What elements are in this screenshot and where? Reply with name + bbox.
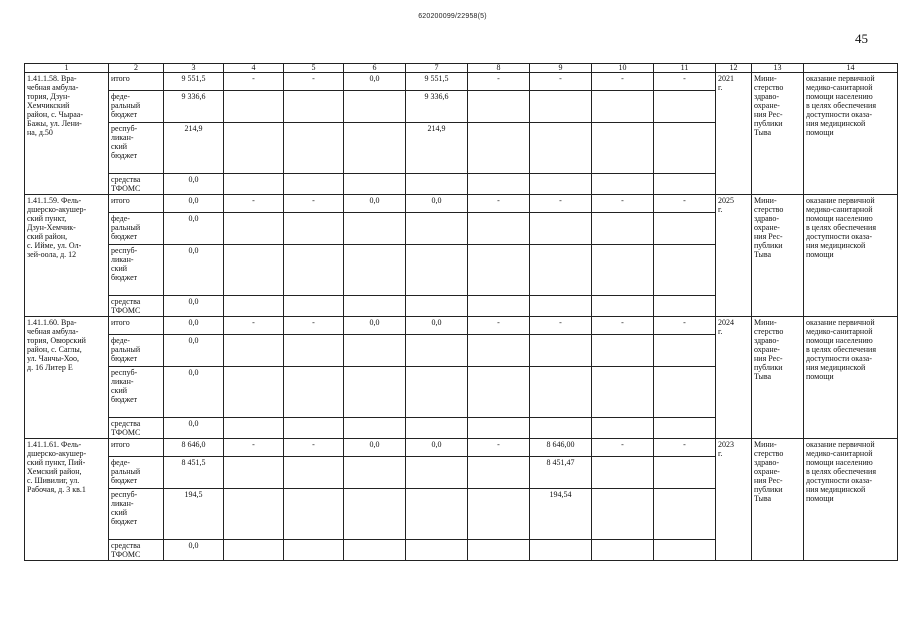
year-cell: 2021 г.	[716, 73, 752, 195]
funding-source-label: итого	[109, 195, 164, 213]
value-cell	[654, 489, 716, 540]
value-cell	[224, 91, 284, 123]
value-cell: 0,0	[344, 195, 406, 213]
funding-source-label: феде- ральный бюджет	[109, 335, 164, 367]
value-cell	[284, 174, 344, 195]
value-cell: 0,0	[164, 418, 224, 439]
value-cell	[406, 296, 468, 317]
column-header: 9	[530, 64, 592, 73]
ministry-cell: Мини- стерство здраво- охране- ния Рес- публики Тыва	[752, 439, 804, 561]
value-cell	[530, 296, 592, 317]
value-cell: -	[530, 317, 592, 335]
value-cell	[284, 123, 344, 174]
column-header: 2	[109, 64, 164, 73]
funding-source-label: респуб- ликан- ский бюджет	[109, 489, 164, 540]
value-cell: 214,9	[406, 123, 468, 174]
funding-source-label: респуб- ликан- ский бюджет	[109, 367, 164, 418]
value-cell	[654, 335, 716, 367]
value-cell: 194,5	[164, 489, 224, 540]
ministry-cell: Мини- стерство здраво- охране- ния Рес- публики Тыва	[752, 195, 804, 317]
value-cell: -	[284, 439, 344, 457]
value-cell: -	[284, 317, 344, 335]
year-cell: 2025 г.	[716, 195, 752, 317]
column-header: 3	[164, 64, 224, 73]
value-cell	[344, 245, 406, 296]
value-cell	[468, 418, 530, 439]
value-cell	[406, 489, 468, 540]
value-cell: -	[592, 317, 654, 335]
purpose-cell: оказание первичной медико-санитарной помощи населению в целях обеспечения доступности оказа- ния медицинской помощи	[804, 317, 898, 439]
table-row	[25, 439, 898, 457]
value-cell	[592, 245, 654, 296]
value-cell: 0,0	[344, 439, 406, 457]
value-cell: 8 646,0	[164, 439, 224, 457]
value-cell	[284, 489, 344, 540]
year-cell: 2023 г.	[716, 439, 752, 561]
value-cell	[284, 296, 344, 317]
value-cell	[468, 457, 530, 489]
funding-source-label: респуб- ликан- ский бюджет	[109, 123, 164, 174]
value-cell: -	[592, 195, 654, 213]
value-cell	[592, 457, 654, 489]
value-cell	[592, 91, 654, 123]
value-cell	[284, 91, 344, 123]
value-cell	[344, 540, 406, 561]
value-cell	[224, 489, 284, 540]
document-id: 620200099/22958(5)	[418, 13, 487, 20]
value-cell	[284, 213, 344, 245]
value-cell: 0,0	[164, 213, 224, 245]
value-cell	[344, 418, 406, 439]
value-cell: -	[224, 195, 284, 213]
value-cell	[406, 457, 468, 489]
value-cell: 0,0	[164, 296, 224, 317]
value-cell	[344, 367, 406, 418]
value-cell	[284, 418, 344, 439]
value-cell	[654, 91, 716, 123]
value-cell	[284, 245, 344, 296]
value-cell	[344, 489, 406, 540]
column-header: 11	[654, 64, 716, 73]
value-cell: -	[654, 439, 716, 457]
value-cell	[344, 174, 406, 195]
value-cell	[468, 174, 530, 195]
value-cell	[406, 540, 468, 561]
value-cell	[592, 367, 654, 418]
value-cell	[654, 367, 716, 418]
value-cell: -	[592, 439, 654, 457]
value-cell: -	[468, 195, 530, 213]
value-cell	[224, 540, 284, 561]
value-cell	[592, 418, 654, 439]
object-name-cell: 1.41.1.59. Фель- дшерско-акушер- ский пункт, Дзун-Хемчик- ский район, с. Ийме, ул. Ол- зей-оола, д. 12	[25, 195, 109, 317]
value-cell: -	[468, 73, 530, 91]
value-cell	[468, 296, 530, 317]
value-cell	[592, 296, 654, 317]
value-cell: 8 646,00	[530, 439, 592, 457]
value-cell	[224, 245, 284, 296]
value-cell: -	[654, 73, 716, 91]
purpose-cell: оказание первичной медико-санитарной помощи населению в целях обеспечения доступности оказа- ния медицинской помощи	[804, 73, 898, 195]
value-cell	[654, 540, 716, 561]
value-cell	[468, 245, 530, 296]
value-cell	[592, 335, 654, 367]
value-cell	[344, 335, 406, 367]
object-name-cell: 1.41.1.61. Фель- дшерско-акушер- ский пункт, Пий- Хемский район, с. Шивилиг, ул. Рабочая, д. 3 кв.1	[25, 439, 109, 561]
value-cell: -	[654, 195, 716, 213]
value-cell	[592, 540, 654, 561]
value-cell	[530, 367, 592, 418]
value-cell: -	[530, 195, 592, 213]
value-cell	[468, 540, 530, 561]
value-cell	[530, 123, 592, 174]
value-cell	[654, 418, 716, 439]
value-cell: -	[224, 439, 284, 457]
budget-table	[24, 63, 898, 561]
value-cell: -	[530, 73, 592, 91]
funding-source-label: респуб- ликан- ский бюджет	[109, 245, 164, 296]
value-cell	[592, 123, 654, 174]
value-cell	[344, 296, 406, 317]
value-cell	[406, 418, 468, 439]
column-header: 12	[716, 64, 752, 73]
value-cell	[468, 91, 530, 123]
funding-source-label: итого	[109, 439, 164, 457]
column-header: 7	[406, 64, 468, 73]
value-cell: 194,54	[530, 489, 592, 540]
funding-source-label: феде- ральный бюджет	[109, 91, 164, 123]
value-cell	[284, 367, 344, 418]
value-cell	[284, 335, 344, 367]
value-cell: 0,0	[164, 317, 224, 335]
value-cell	[406, 245, 468, 296]
value-cell	[468, 335, 530, 367]
value-cell	[468, 213, 530, 245]
value-cell	[530, 213, 592, 245]
value-cell	[654, 174, 716, 195]
value-cell	[654, 213, 716, 245]
column-header: 14	[804, 64, 898, 73]
funding-source-label: итого	[109, 73, 164, 91]
value-cell	[224, 367, 284, 418]
value-cell: 0,0	[164, 245, 224, 296]
value-cell: 0,0	[164, 540, 224, 561]
column-header: 5	[284, 64, 344, 73]
value-cell	[224, 296, 284, 317]
value-cell	[592, 213, 654, 245]
ministry-cell: Мини- стерство здраво- охране- ния Рес- публики Тыва	[752, 73, 804, 195]
value-cell: 0,0	[164, 335, 224, 367]
value-cell	[406, 367, 468, 418]
value-cell: -	[468, 317, 530, 335]
value-cell	[224, 123, 284, 174]
value-cell	[530, 245, 592, 296]
table-row	[25, 73, 898, 91]
value-cell	[224, 335, 284, 367]
value-cell: 9 551,5	[406, 73, 468, 91]
value-cell	[468, 367, 530, 418]
value-cell: -	[224, 317, 284, 335]
value-cell	[530, 540, 592, 561]
value-cell	[530, 174, 592, 195]
table-row	[25, 195, 898, 213]
value-cell	[224, 457, 284, 489]
value-cell: 214,9	[164, 123, 224, 174]
year-cell: 2024 г.	[716, 317, 752, 439]
funding-source-label: средства ТФОМС	[109, 296, 164, 317]
value-cell	[284, 540, 344, 561]
value-cell: -	[468, 439, 530, 457]
column-header: 10	[592, 64, 654, 73]
value-cell	[654, 245, 716, 296]
ministry-cell: Мини- стерство здраво- охране- ния Рес- публики Тыва	[752, 317, 804, 439]
value-cell: -	[654, 317, 716, 335]
value-cell: 0,0	[164, 367, 224, 418]
value-cell	[344, 91, 406, 123]
value-cell	[224, 174, 284, 195]
value-cell	[468, 123, 530, 174]
value-cell: -	[224, 73, 284, 91]
value-cell: 0,0	[164, 174, 224, 195]
value-cell	[224, 213, 284, 245]
column-numbers-row	[25, 64, 898, 73]
value-cell: 0,0	[406, 317, 468, 335]
value-cell: 0,0	[406, 195, 468, 213]
value-cell: 9 336,6	[164, 91, 224, 123]
object-name-cell: 1.41.1.58. Вра- чебная амбула- тория, Дзун- Хемчикский район, с. Чыраа- Бажы, ул. Лени- на, д.50	[25, 73, 109, 195]
column-header: 8	[468, 64, 530, 73]
value-cell	[284, 457, 344, 489]
value-cell	[406, 335, 468, 367]
value-cell	[344, 123, 406, 174]
column-header: 6	[344, 64, 406, 73]
value-cell: 0,0	[344, 317, 406, 335]
value-cell	[592, 489, 654, 540]
purpose-cell: оказание первичной медико-санитарной помощи населению в целях обеспечения доступности оказа- ния медицинской помощи	[804, 439, 898, 561]
value-cell	[344, 457, 406, 489]
value-cell: -	[284, 73, 344, 91]
value-cell: 0,0	[406, 439, 468, 457]
value-cell: -	[284, 195, 344, 213]
value-cell	[530, 418, 592, 439]
funding-source-label: итого	[109, 317, 164, 335]
column-header: 4	[224, 64, 284, 73]
page-number: 45	[855, 31, 868, 46]
value-cell: -	[592, 73, 654, 91]
value-cell	[406, 174, 468, 195]
object-name-cell: 1.41.1.60. Вра- чебная амбула- тория, Овюрский район, с. Саглы, ул. Чанчы-Хоо, д. 16 Литер Е	[25, 317, 109, 439]
value-cell	[406, 213, 468, 245]
value-cell	[654, 457, 716, 489]
value-cell	[530, 91, 592, 123]
column-header: 13	[752, 64, 804, 73]
value-cell	[654, 296, 716, 317]
value-cell: 0,0	[344, 73, 406, 91]
purpose-cell: оказание первичной медико-санитарной помощи населению в целях обеспечения доступности оказа- ния медицинской помощи	[804, 195, 898, 317]
value-cell: 8 451,47	[530, 457, 592, 489]
value-cell	[344, 213, 406, 245]
value-cell: 9 551,5	[164, 73, 224, 91]
value-cell	[654, 123, 716, 174]
column-header: 1	[25, 64, 109, 73]
value-cell	[224, 418, 284, 439]
value-cell: 0,0	[164, 195, 224, 213]
funding-source-label: средства ТФОМС	[109, 540, 164, 561]
value-cell	[530, 335, 592, 367]
value-cell	[592, 174, 654, 195]
value-cell: 8 451,5	[164, 457, 224, 489]
funding-source-label: средства ТФОМС	[109, 174, 164, 195]
value-cell: 9 336,6	[406, 91, 468, 123]
funding-source-label: феде- ральный бюджет	[109, 457, 164, 489]
table-row	[25, 317, 898, 335]
funding-source-label: феде- ральный бюджет	[109, 213, 164, 245]
funding-source-label: средства ТФОМС	[109, 418, 164, 439]
value-cell	[468, 489, 530, 540]
